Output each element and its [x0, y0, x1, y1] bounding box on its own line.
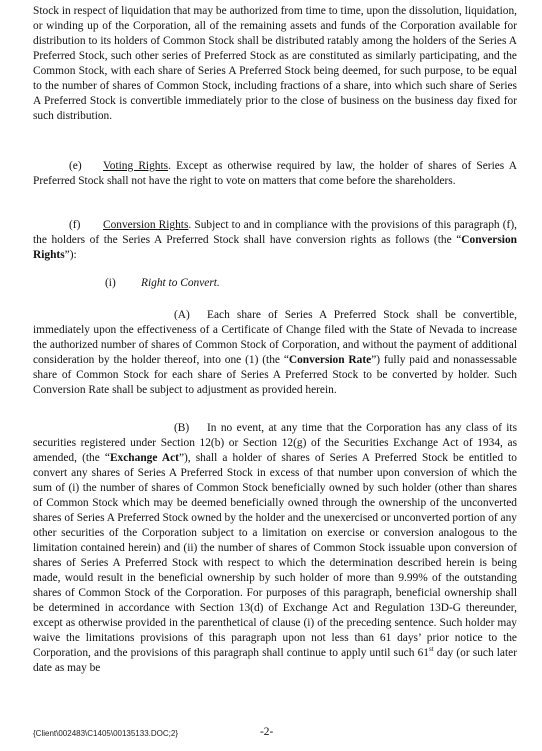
clause-label-e: (e) — [69, 160, 82, 172]
clause-label-a: (A) — [174, 309, 190, 321]
clause-label-f: (f) — [69, 219, 81, 231]
defined-term-conversion-rate: Conversion Rate — [288, 354, 372, 366]
defined-term-exchange-act: Exchange Act — [109, 452, 179, 464]
paragraph-liquidation-text: Stock in respect of liquidation that may be authorized from time to time, upon the dissolution, liquidation, or winding up of the Corporation, all of the remaining assets and funds of the Corporation available for distribution to its holders of Common Stock shall be distributed ratably among the holders of the Series A Preferred Stock, such other series of Preferred Stock as are constituted as similarly participating, and the Common Stock, with each share of Series A Preferred Stock being deemed, for such purpose, to be equal to the number of shares of Common Stock, including fractions of a share, into which such share of Series A Preferred Stock is convertible immediately prior to the close of business on the business day fixed for such distribution. — [33, 5, 517, 122]
paragraph-liquidation — [33, 4, 517, 124]
superscript-st: st — [428, 645, 434, 654]
paragraph-subsection-b — [33, 421, 517, 676]
conversion-rights-text-2: ”): — [64, 249, 77, 261]
paragraph-subsection-a — [33, 308, 517, 398]
heading-conversion-rights: Conversion Rights — [103, 219, 189, 231]
footer-page-number: -2- — [260, 726, 274, 738]
heading-voting-rights: Voting Rights — [103, 160, 169, 172]
subsection-b-text-3: day (or such later date as may be — [33, 647, 518, 674]
defined-term-conversion-rights: Conversion Rights — [33, 234, 517, 261]
paragraph-conversion-rights — [33, 218, 517, 263]
subsection-b-text-1: In no event, at any time that the Corporation has any class of its securities registered under Section 12(b) or Section 12(g) of the Securities Exchange Act of 1934, as amended, (the “ — [33, 422, 517, 464]
paragraph-right-to-convert — [33, 276, 517, 291]
clause-label-i: (i) — [105, 277, 116, 289]
subsection-a-text-1: Each share of Series A Preferred Stock shall be convertible, immediately upon the effectiveness of a Certificate of Change filed with the State of Nevada to increase the authorized number of shares of Common Stock of Corporation, and without the payment of additional consideration by the holder thereof, into one (1) (the “ — [33, 309, 517, 366]
paragraph-voting-rights — [33, 159, 517, 189]
subsection-b-text-2: ”), shall a holder of shares of Series A Preferred Stock be entitled to convert any shares of Series A Preferred Stock in excess of that number upon conversion of which the sum of (i) the number of shares of Common Stock beneficially owned by such holder (other than shares of Common Stock which may be deemed beneficially owned through the ownership of the unconverted shares of Series A Preferred Stock owned by the holder and the unexercised or unconverted portion of any other securities of the Corporation subject to a limitation on exercise or conversion analogous to the limitation contained herein) and (ii) the number of shares of Common Stock issuable upon conversion of shares of Series A Preferred Stock with respect to which the determination described herein is being made, would result in the beneficial ownership by such holder of more than 9.99% of the outstanding shares of Common Stock of the Corporation. For purposes of this paragraph, beneficial ownership shall be determined in accordance with Section 13(d) of Exchange Act and Regulation 13D-G thereunder, except as otherwise provided in the parenthetical of clause (i) of the preceding sentence. Such holder may waive the limitations provisions of this paragraph upon not less than 61 days’ prior notice to the Corporation, and the provisions of this paragraph shall continue to apply until such 61 — [33, 452, 517, 659]
footer-document-reference: {Client\002483\C1405\00135133.DOC;2} — [33, 729, 178, 738]
heading-right-to-convert: Right to Convert. — [141, 277, 220, 289]
subsection-a-text-2: ”) fully paid and nonassessable share of Common Stock for each share of Series A Preferred Stock to be converted by holder. Such Conversion Rate shall be subject to adjustment as provided herein. — [33, 354, 517, 396]
conversion-rights-text-1: . Subject to and in compliance with the provisions of this paragraph (f), the holders of the Series A Preferred Stock shall have conversion rights as follows (the “ — [33, 219, 517, 246]
voting-rights-text: . Except as otherwise required by law, the holder of shares of Series A Preferred Stock shall not have the right to vote on matters that come before the shareholders. — [33, 160, 517, 187]
clause-label-b: (B) — [174, 422, 190, 434]
